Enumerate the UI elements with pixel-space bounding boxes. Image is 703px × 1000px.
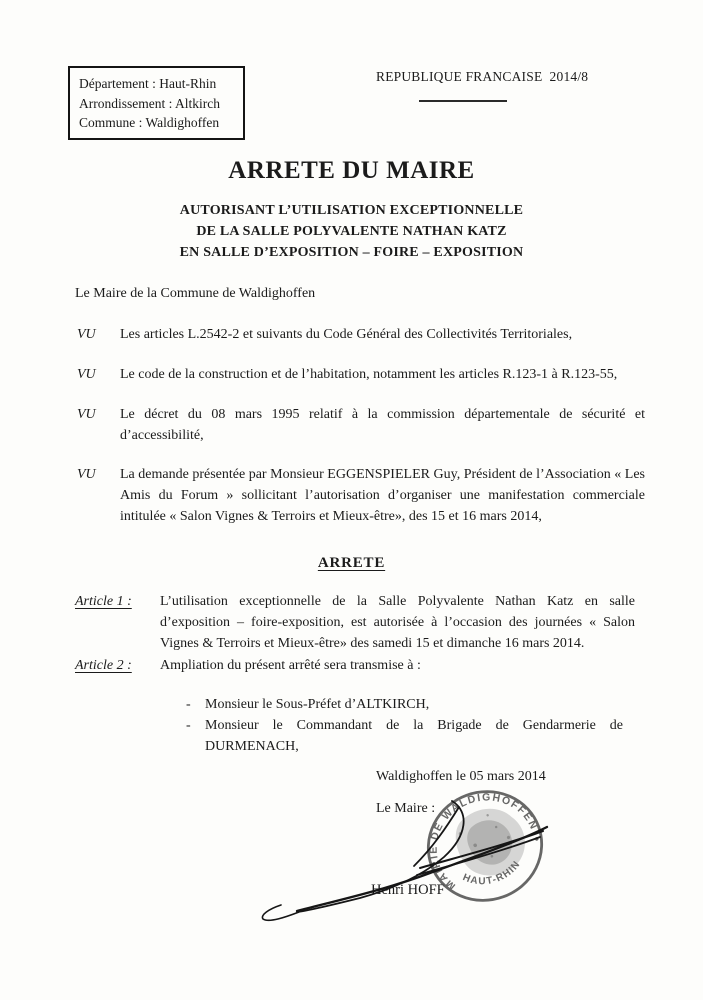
signature-stroke — [262, 905, 299, 920]
stamp-emblem — [448, 799, 534, 885]
republic-underline-rule — [419, 100, 507, 102]
vu-text: La demande présentée par Monsieur EGGENSPIELER Guy, Président de l’Association « Les Amis du Forum » sollicitant l’autorisation d’organiser une manifestation commerciale intitulée « Salon Vignes & Terroirs et Mieux-être», des 15 et 16 mars 2014, — [120, 467, 645, 524]
commune-line: Commune : Waldighoffen — [79, 115, 220, 130]
place-date-line: Waldighoffen le 05 mars 2014 — [376, 769, 546, 784]
dash-bullet: - — [186, 697, 191, 712]
document-subtitle — [0, 200, 703, 263]
signature-stroke — [420, 831, 543, 868]
arrete-heading: ARRETE — [317, 555, 386, 571]
subtitle-line-2: DE LA SALLE POLYVALENTE NATHAN KATZ — [196, 224, 507, 239]
vu-text: Les articles L.2542-2 et suivants du Code Général des Collectivités Territoriales, — [120, 327, 573, 342]
recipient-text: Monsieur le Sous-Préfet d’ALTKIRCH, — [205, 697, 430, 712]
vu-item-2 — [77, 364, 645, 385]
document-title: ARRETE DU MAIRE — [228, 157, 475, 184]
stamp-bottom-text: HAUT-RHIN — [461, 858, 523, 888]
stamp-dot-icon — [534, 837, 539, 842]
article-2 — [75, 655, 635, 676]
vu-text: Le code de la construction et de l’habitation, notamment les articles R.123-1 à R.123-55, — [120, 367, 618, 382]
vu-item-3 — [77, 404, 645, 446]
recipient-item-1 — [186, 694, 623, 715]
vu-label: VU — [77, 467, 96, 482]
recipient-text: Monsieur le Commandant de la Brigade de Gendarmerie de DURMENACH, — [205, 718, 623, 754]
department-line: Département : Haut-Rhin — [79, 76, 217, 91]
intro-line: Le Maire de la Commune de Waldighoffen — [75, 286, 316, 301]
stamp-top-text: MAIRIE DE WALDIGHOFFEN — [427, 791, 541, 893]
vu-item-1 — [77, 324, 645, 345]
stamp-and-signature-overlay — [250, 775, 570, 940]
dash-bullet: - — [186, 718, 191, 733]
signature-stroke — [417, 837, 540, 875]
recipient-item-2 — [186, 715, 623, 757]
republic-heading: REPUBLIQUE FRANCAISE 2014/8 — [376, 69, 589, 84]
article-1 — [75, 591, 635, 654]
article-2-label: Article 2 : — [75, 658, 132, 673]
vu-label: VU — [77, 367, 96, 382]
vu-text: Le décret du 08 mars 1995 relatif à la commission départementale de sécurité et d’accessibilité, — [120, 407, 645, 443]
subtitle-line-1: AUTORISANT L’UTILISATION EXCEPTIONNELLE — [179, 203, 524, 218]
vu-label: VU — [77, 407, 96, 422]
article-1-label: Article 1 : — [75, 594, 132, 609]
signature-scrawl — [262, 801, 547, 920]
vu-item-4 — [77, 464, 645, 527]
arrondissement-line: Arrondissement : Altkirch — [79, 95, 220, 111]
vu-label: VU — [77, 327, 96, 342]
signer-title: Le Maire : — [376, 801, 436, 816]
article-1-text: L’utilisation exceptionnelle de la Salle Polyvalente Nathan Katz en salle d’exposition – foire-exposition, est autorisée à l’occasion des journées « Salon Vignes & Terroirs et Mieux-être» des samedi 15 et dimanche 16 mars 2014. — [160, 594, 635, 651]
article-2-text: Ampliation du présent arrêté sera transmise à : — [160, 658, 421, 673]
subtitle-line-3: EN SALLE D’EXPOSITION – FOIRE – EXPOSITION — [179, 245, 524, 260]
commune-identity-box — [68, 66, 245, 140]
signer-name: Henri HOFF — [371, 882, 445, 898]
